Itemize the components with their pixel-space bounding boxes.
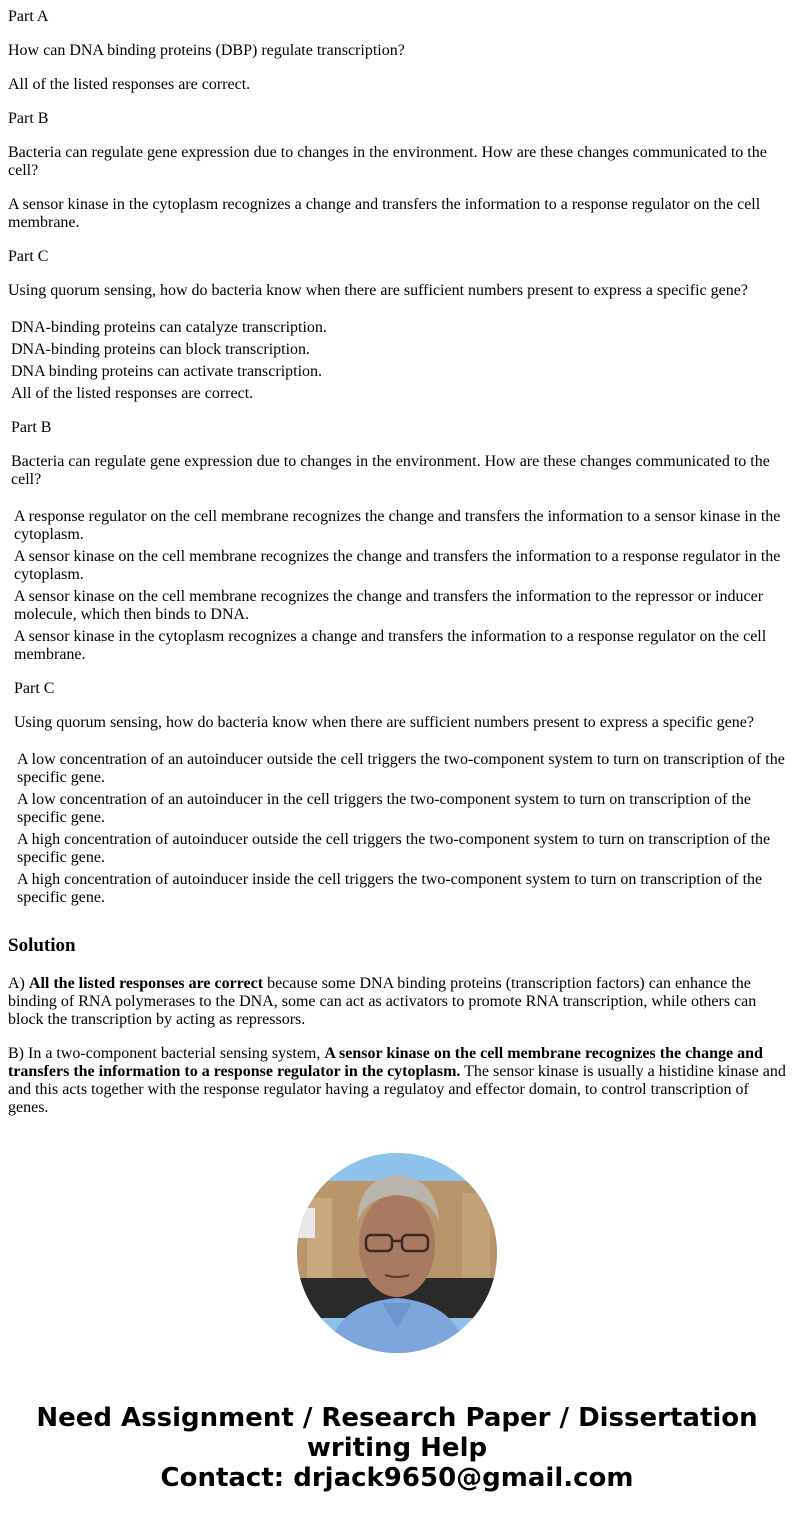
author-portrait-image <box>297 1153 497 1353</box>
part-c-option: A low concentration of an autoinducer in the cell triggers the two-component system to turn on transcription of the specific gene. <box>17 791 752 826</box>
part-c-option: A low concentration of an autoinducer outside the cell triggers the two-component system to turn on transcription of the specific gene. <box>17 751 785 786</box>
author-avatar <box>297 1153 497 1353</box>
part-a-option: All of the listed responses are correct. <box>11 385 254 402</box>
solution-heading: Solution <box>8 935 76 956</box>
promo-contact: Contact: drjack9650@gmail.com <box>160 1463 634 1493</box>
part-a-label: Part A <box>8 8 49 25</box>
promo-headline: Need Assignment / Research Paper / Dissertation writing Help <box>36 1403 758 1463</box>
solution-b-answer: A sensor kinase on the cell membrane recognizes the change and transfers the information to a response regulator in the cytoplasm. <box>8 1045 763 1080</box>
part-c-repeat-question: Using quorum sensing, how do bacteria know when there are sufficient numbers present to express a specific gene? <box>14 714 754 731</box>
part-a-question: How can DNA binding proteins (DBP) regulate transcription? <box>8 42 405 59</box>
solution-a-answer: All the listed responses are correct <box>28 975 264 992</box>
part-b-option: A sensor kinase on the cell membrane recognizes the change and transfers the information to a response regulator in the cytoplasm. <box>14 548 781 583</box>
part-a-option: DNA-binding proteins can catalyze transcription. <box>11 319 327 336</box>
solution-a-prefix: A) <box>8 975 29 992</box>
part-c-option: A high concentration of autoinducer inside the cell triggers the two-component system to turn on transcription of the specific gene. <box>17 871 763 906</box>
part-b-answer: A sensor kinase in the cytoplasm recognizes a change and transfers the information to a response regulator on the cell membrane. <box>8 196 761 231</box>
part-c-option: A high concentration of autoinducer outside the cell triggers the two-component system to turn on transcription of the specific gene. <box>17 831 771 866</box>
solution-a-explanation: because some DNA binding proteins (transcription factors) can enhance the binding of RNA polymerases to the DNA, some can act as activators to promote RNA transcription, while others can block the transcription by acting as repressors. <box>8 975 757 1028</box>
promo-banner <box>0 1403 794 1493</box>
solution-part-b <box>8 1045 786 1117</box>
part-b-option: A sensor kinase on the cell membrane recognizes the change and transfers the information to the repressor or inducer molecule, which then binds to DNA. <box>14 588 764 623</box>
part-c-repeat-label: Part C <box>14 680 55 697</box>
solution-b-explanation: The sensor kinase is usually a histidine kinase and and this acts together with the response regulator having a regulatoy and effector domain, to control transcription of genes. <box>8 1063 786 1116</box>
part-b-option: A sensor kinase in the cytoplasm recognizes a change and transfers the information to a response regulator on the cell membrane. <box>14 628 767 663</box>
part-a-answer: All of the listed responses are correct. <box>8 76 251 93</box>
part-b-label: Part B <box>8 110 49 127</box>
part-b-option: A response regulator on the cell membrane recognizes the change and transfers the information to a sensor kinase in the cytoplasm. <box>14 508 781 543</box>
part-c-label: Part C <box>8 248 49 265</box>
solution-part-a <box>8 975 786 1029</box>
part-a-option: DNA binding proteins can activate transcription. <box>11 363 323 380</box>
part-b-question: Bacteria can regulate gene expression due to changes in the environment. How are these changes communicated to the cell? <box>8 144 767 179</box>
solution-b-prefix: B) In a two-component bacterial sensing system, <box>8 1045 325 1062</box>
part-b-repeat-question: Bacteria can regulate gene expression due to changes in the environment. How are these changes communicated to the cell? <box>11 453 770 488</box>
part-a-option: DNA-binding proteins can block transcription. <box>11 341 311 358</box>
part-c-question: Using quorum sensing, how do bacteria know when there are sufficient numbers present to express a specific gene? <box>8 282 748 299</box>
part-b-repeat-label: Part B <box>11 419 52 436</box>
